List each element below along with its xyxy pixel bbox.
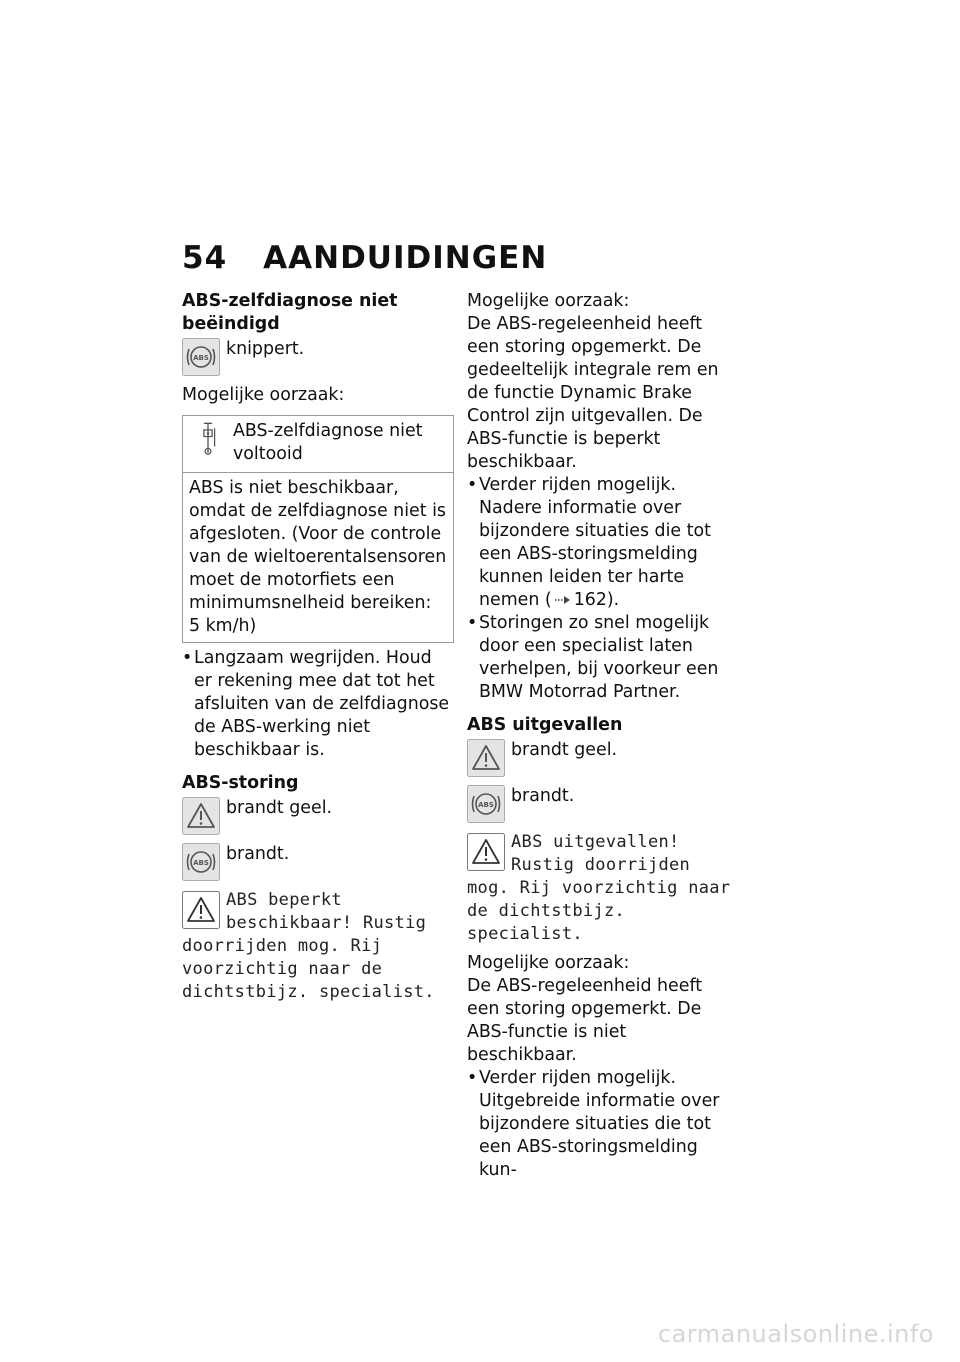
info-table-title: ABS-zelfdiagnose niet voltooid — [233, 421, 423, 464]
cause-label: Mogelijke oorzaak: — [467, 291, 630, 311]
abs-indicator-icon — [182, 843, 220, 881]
display-message: ABS beperkt beschikbaar! Rustig doorrijden mog. Rij voorzichtig naar de dichtstbijz. specialist. — [182, 890, 435, 1002]
abs-indicator-icon — [182, 338, 220, 376]
bullet-item: • Verder rijden mogelijk. Uitgebreide informatie over bijzondere situaties die tot een ABS-storingsmelding kun- — [467, 1068, 720, 1180]
page-reference-arrow-icon — [554, 594, 572, 606]
svg-text:ABS: ABS — [478, 801, 494, 809]
indicator-text: brandt. — [226, 844, 290, 864]
svg-text:ABS: ABS — [193, 859, 209, 867]
indicator-row — [182, 843, 454, 881]
indicator-row — [467, 785, 735, 823]
left-column — [182, 290, 454, 1010]
cause-text: De ABS-regeleenheid heeft een storing opgemerkt. De gedeeltelijk integrale rem en de functie Dynamic Brake Control zijn uitgevallen. De ABS-functie is beperkt beschikbaar. — [467, 314, 719, 472]
section-heading-abs-fault: ABS-storing — [182, 773, 299, 793]
page-title — [182, 240, 547, 276]
indicator-text: brandt geel. — [226, 798, 333, 818]
display-message: ABS uitgevallen! Rustig doorrijden mog. Rij voorzichtig naar de dichtstbijz. specialist. — [467, 832, 731, 944]
cause-label: Mogelijke oorzaak: — [182, 385, 345, 405]
warning-triangle-icon — [467, 833, 505, 871]
section-heading-abs-failed: ABS uitgevallen — [467, 715, 623, 735]
right-column — [467, 290, 735, 1182]
indicator-row — [182, 338, 454, 376]
bullet-item: • Verder rijden mogelijk. Nadere informatie over bijzondere situaties die tot een ABS-storingsmelding kunnen leiden ter harte nemen ( 162). — [467, 475, 711, 610]
svg-text:ABS: ABS — [193, 354, 209, 362]
indicator-text: brandt. — [511, 786, 575, 806]
section-heading-abs-selfdiagnosis: ABS-zelfdiagnose niet beëindigd — [182, 291, 398, 334]
wheel-speed-sensor-icon — [189, 420, 227, 466]
bullet-item: • Langzaam wegrijden. Houd er rekening mee dat tot het afsluiten van de zelfdiagnose de ABS-werking niet beschikbaar is. — [182, 648, 450, 760]
indicator-row — [467, 739, 735, 777]
chapter-title: AANDUIDINGEN — [263, 240, 548, 276]
indicator-text: knippert. — [226, 339, 305, 359]
abs-indicator-icon — [467, 785, 505, 823]
warning-triangle-icon — [182, 891, 220, 929]
info-table — [182, 415, 454, 643]
info-table-header — [183, 416, 453, 473]
warning-triangle-icon — [182, 797, 220, 835]
bullet-item: • Storingen zo snel mogelijk door een specialist laten verhelpen, bij voorkeur een BMW Motorrad Partner. — [467, 613, 719, 702]
watermark: carmanualsonline.info — [657, 1320, 934, 1348]
indicator-text: brandt geel. — [511, 740, 618, 760]
page-number: 54 — [182, 240, 228, 276]
cause-text: De ABS-regeleenheid heeft een storing opgemerkt. De ABS-functie is niet beschikbaar. — [467, 976, 703, 1065]
indicator-row — [182, 797, 454, 835]
cause-label: Mogelijke oorzaak: — [467, 953, 630, 973]
info-table-body: ABS is niet beschikbaar, omdat de zelfdiagnose niet is afgesloten. (Voor de controle van de wieltoerentalsensoren moet de motorfiets een minimumsnelheid bereiken: 5 km/h) — [189, 478, 447, 636]
warning-triangle-icon — [467, 739, 505, 777]
